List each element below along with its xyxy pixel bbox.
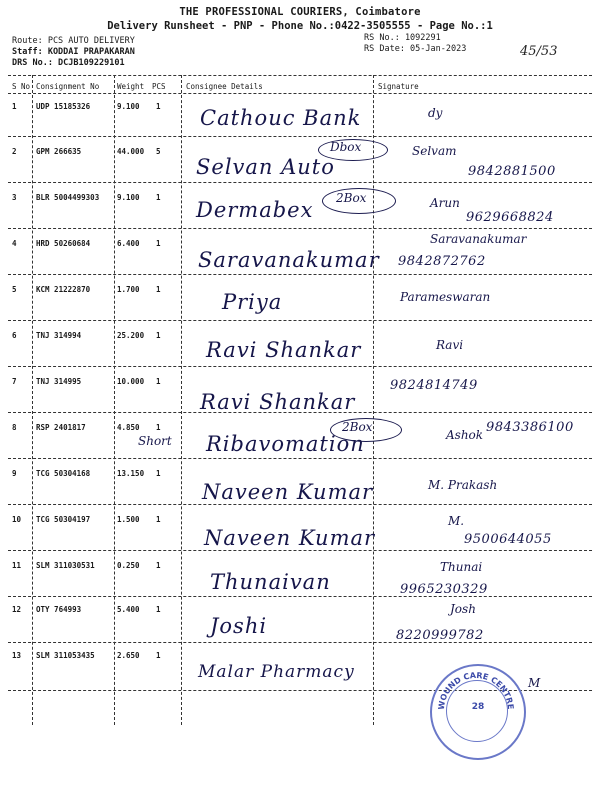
rs-date-line: RS Date: 05-Jan-2023 [364,44,467,54]
row-pcs: 1 [156,561,161,570]
row-weight: 1.500 [117,515,140,524]
row-consignment: TCG 50304168 [36,469,91,478]
row-sep [8,274,592,275]
phone-handwriting: 9629668824 [466,210,554,225]
phone-handwriting: 8220999782 [396,628,484,643]
staff-line: Staff: KODDAI PRAPAKARAN [12,47,135,57]
row-consignment: UDP 15185326 [36,102,91,111]
row-sep [8,642,592,643]
row-weight: 4.850 [117,423,140,432]
col-sep-3 [181,75,182,725]
row-sno: 12 [12,605,22,614]
row-sep [8,228,592,229]
header-rule-top [8,75,592,76]
row-consignment: BLR 5004499303 [36,193,100,202]
col-sep-1 [32,75,33,725]
row-weight: 0.250 [117,561,140,570]
row-sno: 9 [12,469,17,478]
row-pcs: 1 [156,285,161,294]
row-pcs: 1 [156,193,161,202]
phone-handwriting: 9965230329 [400,582,488,597]
row-sno: 1 [12,102,17,111]
row-sno: 10 [12,515,22,524]
row-weight: 1.700 [117,285,140,294]
row-consignment: HRD 50260684 [36,239,91,248]
rs-no-line: RS No.: 1092291 [364,33,441,43]
stamp-text: WOUND CARE CENTRE [436,670,516,711]
signature-handwriting: Parameswaran [400,290,491,304]
row-pcs: 1 [156,469,161,478]
row-weight: 13.150 [117,469,145,478]
signature-handwriting: Arun [430,196,460,210]
row-consignment: TNJ 314995 [36,377,82,386]
runsheet-title: Delivery Runsheet - PNP - Phone No.:0422-3505555 - Page No.:1 [107,20,493,32]
row-pcs: 1 [156,239,161,248]
rubber-stamp [430,664,526,760]
signature-handwriting: Josh [450,602,476,616]
phone-handwriting: 9842881500 [468,164,556,179]
row-consignment: RSP 2401817 [36,423,86,432]
row-consignment: TNJ 314994 [36,331,82,340]
signature-handwriting: Ravi [436,338,464,352]
consignee-handwriting: Saravanakumar [198,248,380,272]
consignee-handwriting: Ravi Shankar [200,390,356,414]
signature-handwriting: M. [448,514,465,528]
row-weight: 5.400 [117,605,140,614]
col-header-consignment: Consignment No [36,82,100,91]
consignee-handwriting: Dermabex [196,198,314,222]
row-consignment: KCM 21222870 [36,285,91,294]
consignee-handwriting: Naveen Kumar [204,526,376,550]
rs-meta [364,33,466,55]
row-weight: 9.100 [117,102,140,111]
company-title: THE PROFESSIONAL COURIERS, Coimbatore [179,6,421,18]
row-pcs: 1 [156,331,161,340]
row-sep [8,320,592,321]
consignee-handwriting: Naveen Kumar [202,480,374,504]
box-count-handwriting: 2Box [342,420,373,434]
row-pcs: 5 [156,147,161,156]
row-sep [8,366,592,367]
row-weight: 2.650 [117,651,140,660]
row-sno: 11 [12,561,22,570]
row-pcs: 1 [156,102,161,111]
row-consignment: SLM 311053435 [36,651,95,660]
consignee-handwriting: Ribavomation [206,432,365,456]
header-rule-bottom [8,93,592,94]
consignee-handwriting: Selvan Auto [196,155,335,179]
row-sno: 13 [12,651,22,660]
consignee-handwriting: Joshi [210,614,268,638]
signature-handwriting: Ashok [446,428,484,442]
col-header-signature: Signature [378,82,419,91]
route-meta [12,36,135,69]
row-sno: 2 [12,147,17,156]
drs-line: DRS No.: DCJB109229101 [12,58,125,68]
row-sno: 4 [12,239,17,248]
row-consignment: OTY 764993 [36,605,82,614]
consignee-handwriting: Malar Pharmacy [198,662,355,682]
row-sep [8,504,592,505]
box-count-handwriting: Dbox [330,140,362,154]
row-weight: 9.100 [117,193,140,202]
row-sep [8,136,592,137]
col-header-sno: S No [12,82,31,91]
row-weight: 25.200 [117,331,145,340]
signature-handwriting: Thunai [440,560,483,574]
row-sep [8,596,592,597]
signature-handwriting: M [528,676,541,690]
row-consignment: TCG 50304197 [36,515,91,524]
col-header-pcs: PCS [152,82,166,91]
col-sep-2 [114,75,115,725]
col-sep-4 [373,75,374,725]
remark-handwriting: Short [138,434,172,448]
col-header-weight: Weight [117,82,145,91]
row-pcs: 1 [156,651,161,660]
stamp-date: 28 [471,702,485,712]
phone-handwriting: 9842872762 [398,254,486,269]
signature-handwriting: M. Prakash [428,478,498,492]
row-sep [8,550,592,551]
row-sno: 8 [12,423,17,432]
row-pcs: 1 [156,605,161,614]
row-pcs: 1 [156,377,161,386]
phone-handwriting: 9824814749 [390,378,478,393]
row-pcs: 1 [156,515,161,524]
phone-handwriting: 9843386100 [486,420,574,435]
row-consignment: SLM 311030531 [36,561,95,570]
row-weight: 44.000 [117,147,145,156]
phone-handwriting: 9500644055 [464,532,552,547]
box-count-handwriting: 2Box [336,191,367,205]
row-weight: 10.000 [117,377,145,386]
row-sno: 7 [12,377,17,386]
consignee-handwriting: Priya [222,290,283,314]
page-count-note: 45/53 [520,44,558,59]
row-sno: 3 [12,193,17,202]
signature-handwriting: Selvam [412,144,457,158]
consignee-handwriting: Thunaivan [210,570,331,594]
signature-handwriting: Saravanakumar [430,232,527,246]
col-header-consignee: Consignee Details [186,82,263,91]
consignee-handwriting: Ravi Shankar [206,338,362,362]
row-sno: 5 [12,285,17,294]
row-consignment: GPM 266635 [36,147,82,156]
route-line: Route: PCS AUTO DELIVERY [12,36,135,46]
row-weight: 6.400 [117,239,140,248]
row-sno: 6 [12,331,17,340]
signature-handwriting: dy [428,106,443,120]
row-pcs: 1 [156,423,161,432]
row-sep [8,458,592,459]
row-sep [8,182,592,183]
consignee-handwriting: Cathouc Bank [200,106,362,130]
